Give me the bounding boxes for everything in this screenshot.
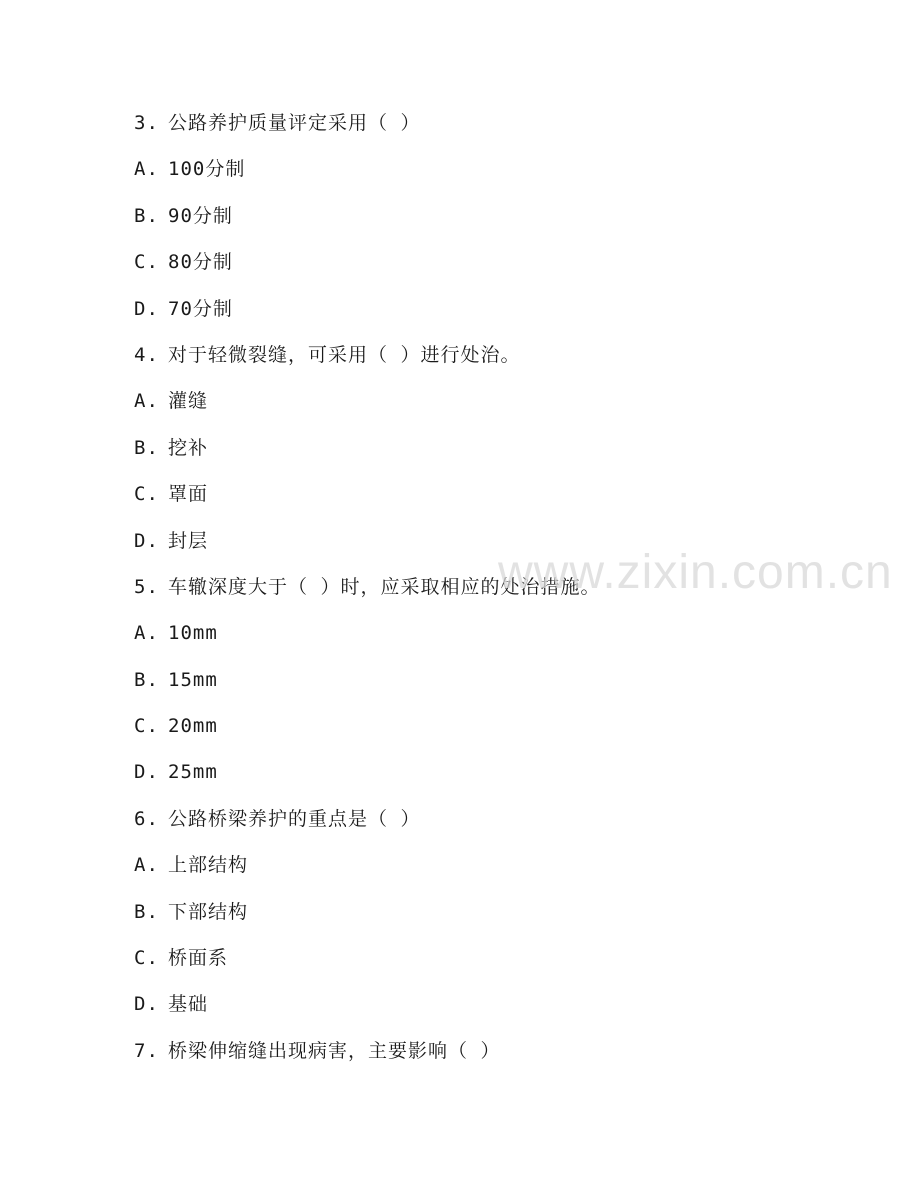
option-line bbox=[134, 153, 834, 199]
question-list bbox=[134, 107, 834, 1081]
question-text: 桥梁伸缩缝出现病害，主要影响（ ） bbox=[168, 1039, 501, 1062]
option-letter: A. bbox=[134, 622, 159, 645]
question-number: 5. bbox=[134, 575, 159, 598]
option-line bbox=[134, 710, 834, 756]
option-letter: A. bbox=[134, 158, 159, 181]
question-number: 7. bbox=[134, 1039, 159, 1062]
option-line bbox=[134, 293, 834, 339]
option-text: 15mm bbox=[168, 668, 218, 691]
option-text: 90分制 bbox=[168, 204, 233, 227]
option-letter: B. bbox=[134, 900, 159, 923]
question-line bbox=[134, 107, 834, 153]
option-text: 封层 bbox=[168, 529, 209, 552]
option-letter: C. bbox=[134, 947, 159, 970]
question-number: 3. bbox=[134, 112, 159, 134]
option-text: 罩面 bbox=[168, 483, 209, 506]
option-text: 灌缝 bbox=[168, 390, 209, 413]
option-line bbox=[134, 664, 834, 710]
question-line bbox=[134, 339, 834, 385]
option-line bbox=[134, 525, 834, 571]
option-text: 下部结构 bbox=[168, 900, 249, 923]
option-line bbox=[134, 617, 834, 663]
option-line bbox=[134, 849, 834, 895]
option-letter: D. bbox=[134, 761, 159, 784]
option-letter: B. bbox=[134, 668, 159, 691]
option-line bbox=[134, 200, 834, 246]
option-letter: B. bbox=[134, 436, 159, 459]
question-text: 公路养护质量评定采用（ ） bbox=[168, 112, 421, 134]
option-line bbox=[134, 942, 834, 988]
option-letter: D. bbox=[134, 297, 159, 320]
option-text: 20mm bbox=[168, 715, 218, 738]
option-text: 上部结构 bbox=[168, 854, 249, 877]
option-text: 70分制 bbox=[168, 297, 233, 320]
question-number: 6. bbox=[134, 807, 159, 830]
question-line bbox=[134, 571, 834, 617]
option-line bbox=[134, 896, 834, 942]
option-letter: C. bbox=[134, 251, 159, 274]
option-text: 10mm bbox=[168, 622, 218, 645]
option-letter: A. bbox=[134, 854, 159, 877]
option-text: 25mm bbox=[168, 761, 218, 784]
question-text: 车辙深度大于（ ）时，应采取相应的处治措施。 bbox=[168, 575, 601, 598]
option-line bbox=[134, 432, 834, 478]
watermark: www.zixin.com.cn bbox=[498, 546, 893, 599]
question-text: 公路桥梁养护的重点是（ ） bbox=[168, 807, 421, 830]
option-letter: C. bbox=[134, 483, 159, 506]
option-line bbox=[134, 988, 834, 1034]
option-text: 基础 bbox=[168, 993, 209, 1016]
option-letter: C. bbox=[134, 715, 159, 738]
option-line bbox=[134, 246, 834, 292]
option-letter: A. bbox=[134, 390, 159, 413]
option-letter: D. bbox=[134, 529, 159, 552]
option-text: 挖补 bbox=[168, 436, 209, 459]
question-number: 4. bbox=[134, 343, 159, 366]
option-line bbox=[134, 478, 834, 524]
option-line bbox=[134, 385, 834, 431]
option-text: 桥面系 bbox=[168, 947, 229, 970]
option-line bbox=[134, 756, 834, 802]
option-text: 80分制 bbox=[168, 251, 233, 274]
option-text: 100分制 bbox=[168, 158, 246, 181]
option-letter: D. bbox=[134, 993, 159, 1016]
question-line bbox=[134, 803, 834, 849]
question-text: 对于轻微裂缝，可采用（ ）进行处治。 bbox=[168, 343, 521, 366]
question-line bbox=[134, 1035, 834, 1081]
option-letter: B. bbox=[134, 204, 159, 227]
